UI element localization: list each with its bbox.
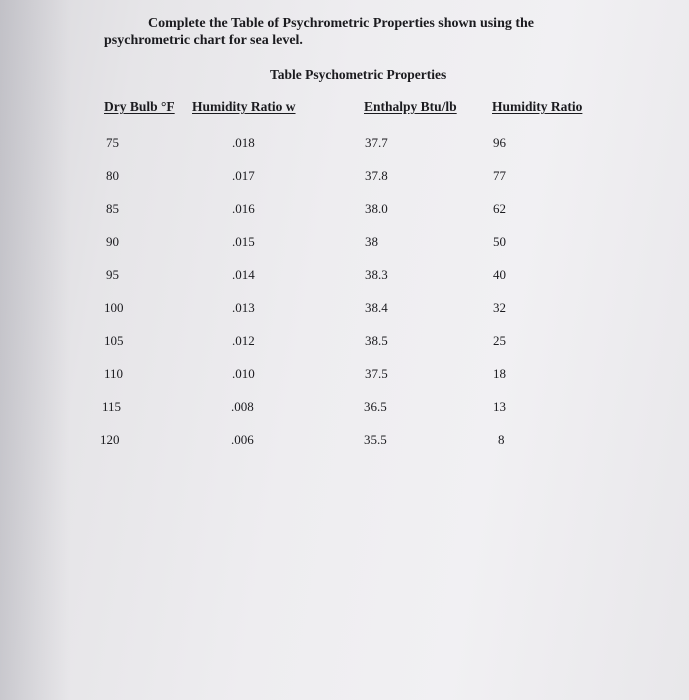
cell-dry-bulb: 85 [106,201,119,216]
cell-enthalpy: 37.7 [365,135,388,150]
cell-humidity-ratio: 50 [493,234,506,249]
cell-humidity-ratio: 32 [493,300,506,315]
table-caption: Table Psychometric Properties [270,67,447,82]
header-enthalpy: Enthalpy Btu/lb [364,99,457,114]
cell-enthalpy: 37.8 [365,168,388,183]
page-shadow [0,0,70,700]
cell-dry-bulb: 105 [104,333,124,348]
cell-enthalpy: 38 [365,234,378,249]
cell-enthalpy: 38.4 [365,300,388,315]
instructions-line-1: Complete the Table of Psychrometric Properties shown using the [148,16,535,31]
header-humidity-ratio: Humidity Ratio [492,99,583,114]
cell-enthalpy: 37.5 [365,366,388,381]
instructions-line-2: psychrometric chart for sea level. [104,33,303,48]
cell-dry-bulb: 95 [106,267,119,282]
cell-humidity-ratio-w: .016 [232,201,255,216]
cell-humidity-ratio: 62 [493,201,506,216]
cell-dry-bulb: 90 [106,234,119,249]
cell-humidity-ratio-w: .014 [232,267,255,282]
header-dry-bulb: Dry Bulb °F [104,99,175,114]
cell-dry-bulb: 80 [106,168,119,183]
header-humidity-ratio-w: Humidity Ratio w [192,99,296,114]
cell-humidity-ratio: 25 [493,333,506,348]
cell-enthalpy: 38.3 [365,267,388,282]
cell-humidity-ratio: 8 [498,432,505,447]
cell-enthalpy: 38.0 [365,201,388,216]
cell-humidity-ratio: 18 [493,366,506,381]
cell-humidity-ratio: 77 [493,168,506,183]
cell-humidity-ratio: 96 [493,135,506,150]
cell-humidity-ratio-w: .010 [232,366,255,381]
cell-humidity-ratio-w: .006 [231,432,254,447]
cell-dry-bulb: 120 [100,432,120,447]
cell-dry-bulb: 75 [106,135,119,150]
cell-enthalpy: 36.5 [364,399,387,414]
cell-humidity-ratio-w: .013 [232,300,255,315]
cell-enthalpy: 38.5 [365,333,388,348]
cell-humidity-ratio: 40 [493,267,506,282]
cell-dry-bulb: 110 [104,366,124,381]
cell-humidity-ratio-w: .017 [232,168,255,183]
cell-humidity-ratio-w: .015 [232,234,255,249]
cell-humidity-ratio-w: .018 [232,135,255,150]
cell-enthalpy: 35.5 [364,432,387,447]
cell-humidity-ratio: 13 [493,399,506,414]
cell-dry-bulb: 100 [104,300,124,315]
cell-humidity-ratio-w: .008 [231,399,254,414]
cell-humidity-ratio-w: .012 [232,333,255,348]
cell-dry-bulb: 115 [102,399,122,414]
